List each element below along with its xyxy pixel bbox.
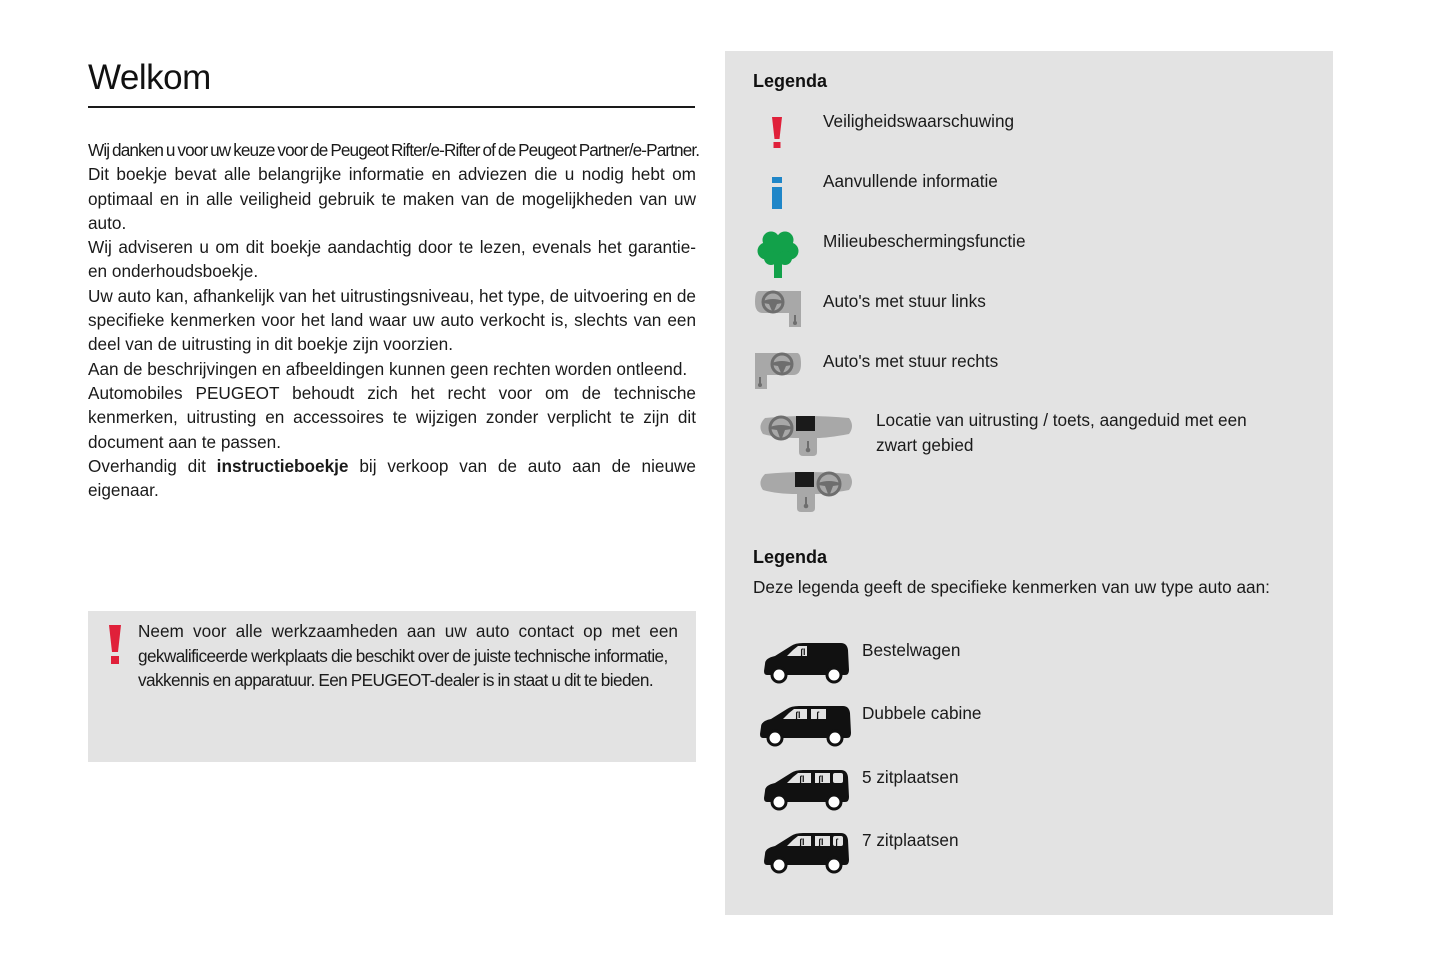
warning-line-1: Neem voor alle werkzaamheden aan uw auto contact op met een: [138, 621, 678, 641]
legend-label: Veiligheidswaarschuwing: [823, 111, 1015, 131]
safety-warning-icon: [771, 117, 783, 149]
dashboard-location-lhd-icon: [757, 414, 855, 458]
seven-seat-icon: [763, 830, 851, 874]
svg-text:ʃl: ʃl: [799, 774, 805, 784]
warning-box: [88, 611, 696, 762]
van-icon: [763, 640, 851, 684]
legend-label: Locatie van uitrusting / toets, aangeduid met een zwart gebied: [876, 410, 1247, 455]
svg-text:ʃl: ʃl: [818, 774, 824, 784]
intro-p6-end: bij verkoop van de auto aan de nieuwe eigenaar.: [88, 455, 696, 501]
legend-panel: [725, 51, 1333, 915]
exclamation-icon: [108, 625, 122, 665]
double-cab-van-icon: [759, 703, 853, 747]
svg-text:ʃl: ʃl: [799, 837, 805, 847]
svg-text:ʃl: ʃl: [795, 710, 801, 720]
legend-label: Milieubeschermingsfunctie: [823, 231, 1026, 251]
intro-p6-bold: instructieboekje: [216, 455, 349, 476]
legend-label: 5 zitplaatsen: [862, 767, 959, 787]
intro-paragraph-5: Automobiles PEUGEOT behoudt zich het recht voor om de technische kenmerken, uitrusting en accessoires te wijzigen zonder verplicht te zijn dit document aan te passen.: [88, 382, 696, 452]
legend-label: 7 zitplaatsen: [862, 830, 959, 850]
dashboard-location-rhd-icon: [757, 470, 855, 514]
legend-label: Auto's met stuur links: [823, 291, 986, 311]
legend-label: Dubbele cabine: [862, 703, 982, 723]
legend-label: Aanvullende informatie: [823, 171, 998, 191]
intro-paragraph-6: [88, 454, 696, 503]
left-hand-drive-icon: [753, 289, 803, 329]
intro-paragraph-3: Uw auto kan, afhankelijk van het uitrustingsniveau, het type, de uitvoering en de specifieke kenmerken voor het land waar uw auto verkocht is, slechts van een deel van de uitrusting in dit boekje zijn voorzien.: [88, 285, 696, 355]
welcome-section: [88, 56, 700, 502]
intro-paragraph-1: Dit boekje bevat alle belangrijke informatie en adviezen die u nodig hebt om optimaal en in alle veiligheid gebruik te maken van de mogelijkheden van uw auto.: [88, 164, 696, 233]
legend-label: Bestelwagen: [862, 640, 961, 660]
svg-text:ʃl: ʃl: [800, 647, 806, 657]
legend-title: Legenda: [753, 71, 828, 91]
intro-text: [88, 138, 700, 502]
legend-label: Auto's met stuur rechts: [823, 351, 999, 371]
warning-text: [138, 619, 678, 693]
intro-paragraph-2: Wij adviseren u om dit boekje aandachtig door te lezen, evenals het garantie- en onderhoudsboekje.: [88, 237, 696, 282]
svg-text:ʃ: ʃ: [816, 710, 819, 720]
warning-line-3: vakkennis en apparatuur. Een PEUGEOT-dealer is in staat u dit te bieden.: [138, 670, 653, 690]
svg-text:ʃ: ʃ: [835, 837, 838, 847]
svg-text:ʃl: ʃl: [818, 837, 824, 847]
intro-line-1: Wij danken u voor uw keuze voor de Peugeot Rifter/e-Rifter of de Peugeot Partner/e-Partner.: [88, 140, 700, 160]
right-hand-drive-icon: [753, 351, 803, 391]
title-divider: [88, 106, 695, 108]
five-seat-icon: [763, 767, 851, 811]
intro-p6-start: Overhandig dit: [88, 455, 217, 476]
info-icon: [772, 177, 782, 209]
vehicle-legend-title: Legenda: [753, 547, 828, 567]
intro-paragraph-4: Aan de beschrijvingen en afbeeldingen kunnen geen rechten worden ontleend.: [88, 358, 688, 379]
warning-line-2: gekwalificeerde werkplaats die beschikt over de juiste technische informatie,: [138, 645, 668, 666]
page-title: Welkom: [88, 58, 211, 97]
tree-icon: [757, 231, 799, 279]
vehicle-legend-description: Deze legenda geeft de specifieke kenmerken van uw type auto aan:: [753, 577, 1270, 597]
